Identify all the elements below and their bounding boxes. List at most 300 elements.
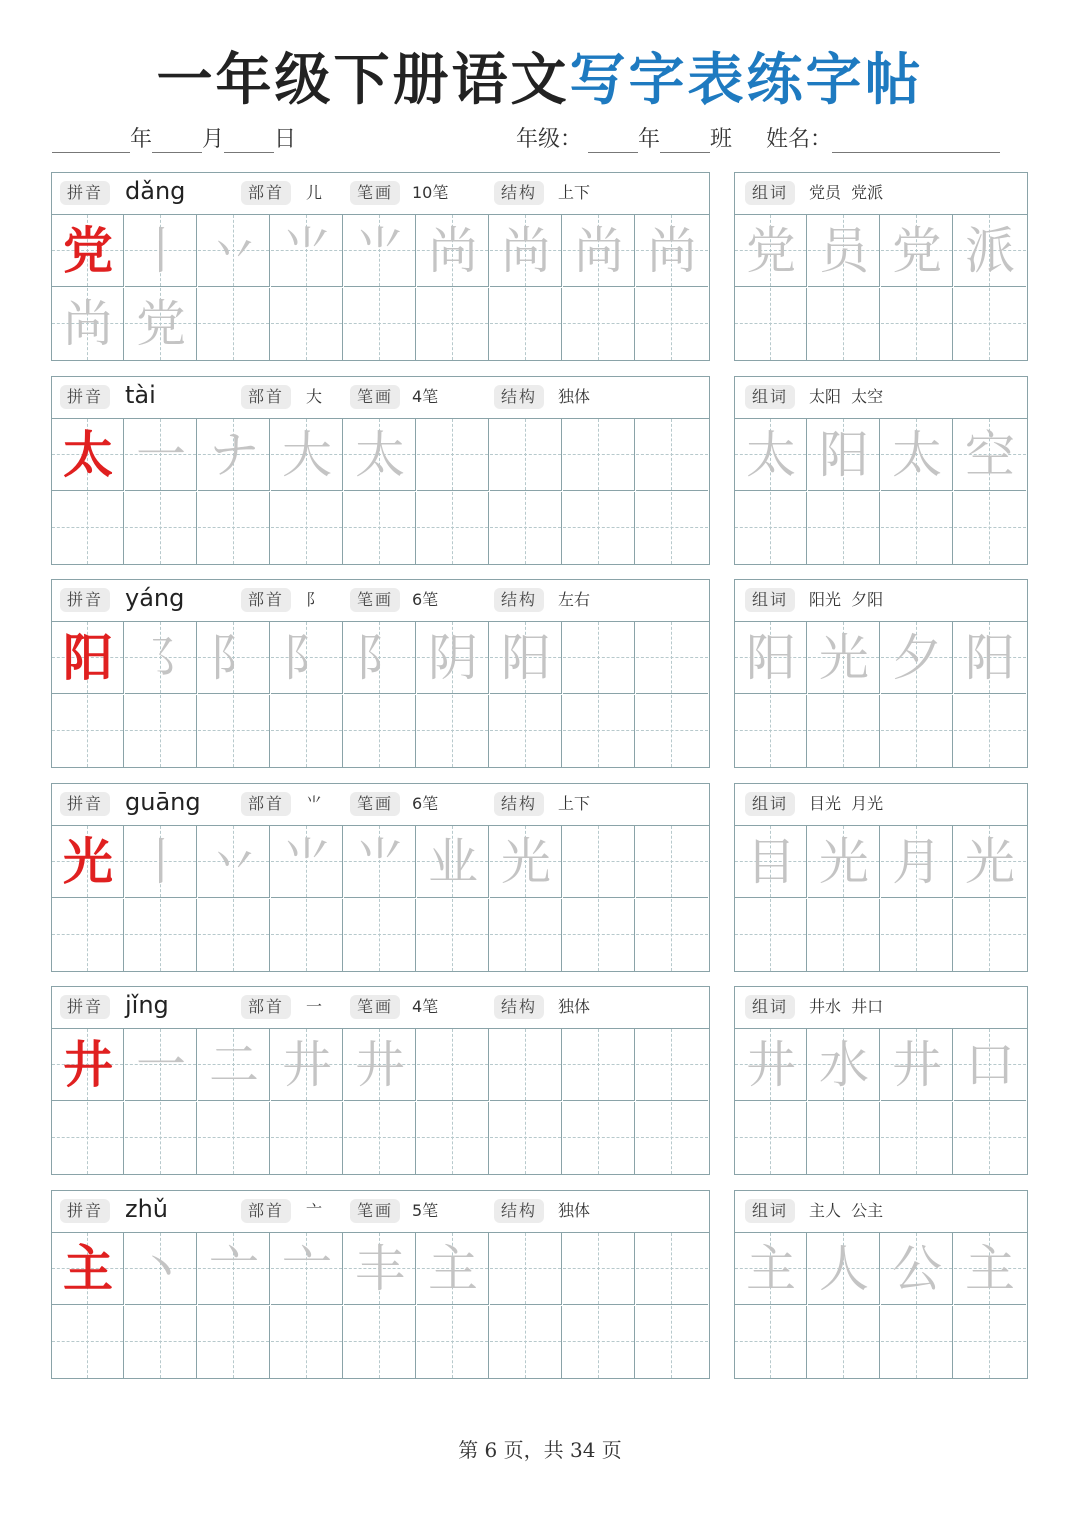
grid-cell[interactable]	[125, 1102, 197, 1174]
page-footer: 第 6 页，共 34 页	[458, 1438, 622, 1462]
radical-value: 亠	[306, 1201, 323, 1220]
stroke-trace-character: 尚	[428, 222, 478, 280]
card-header	[52, 987, 709, 1029]
grid-cell[interactable]	[52, 492, 124, 564]
stroke-trace-character: 阳	[501, 629, 551, 687]
class-label: 班	[710, 127, 733, 152]
grid-cell[interactable]	[563, 419, 635, 491]
word-trace-character: 空	[965, 426, 1015, 484]
class-line	[516, 122, 1000, 153]
grid-cell[interactable]	[271, 899, 343, 971]
grid-cell[interactable]	[198, 492, 270, 564]
word-card-header	[735, 580, 1027, 622]
grid-cell[interactable]	[125, 695, 197, 767]
grid-cell[interactable]	[808, 419, 880, 491]
word-card-header	[735, 1191, 1027, 1233]
page-title	[0, 36, 1080, 116]
grid-cell[interactable]	[808, 1306, 880, 1378]
grid-cell[interactable]	[52, 622, 124, 694]
stroke-trace-character: 尚	[63, 295, 113, 353]
stroke-trace-character: 阝	[209, 629, 259, 687]
grid-cell[interactable]	[954, 1102, 1026, 1174]
stroke-trace-character: ⺌	[282, 833, 332, 891]
grid-cell[interactable]	[271, 695, 343, 767]
grid-cell[interactable]	[271, 1029, 343, 1101]
grid-cell[interactable]	[344, 215, 416, 287]
grid-cell[interactable]	[563, 288, 635, 360]
grid-cell[interactable]	[417, 899, 489, 971]
grid-cell[interactable]	[271, 288, 343, 360]
grid-cell[interactable]	[490, 899, 562, 971]
grid-cell[interactable]	[417, 1102, 489, 1174]
grid-cell[interactable]	[636, 899, 708, 971]
grid-cell[interactable]	[954, 1029, 1026, 1101]
stroke-trace-character: 尚	[647, 222, 697, 280]
stroke-trace-character: 丨	[136, 222, 186, 280]
grid-cell[interactable]	[417, 1029, 489, 1101]
grid-cell[interactable]	[52, 1306, 124, 1378]
stroke-trace-character: ⺌	[355, 222, 405, 280]
day-label: 日	[274, 127, 297, 152]
grade-label: 年级：	[516, 127, 583, 152]
char-card	[51, 172, 710, 361]
title-main: 一年级下册语文	[156, 48, 570, 113]
card-header	[52, 173, 709, 215]
radical-label: 部首	[241, 995, 291, 1019]
char-card	[51, 1190, 710, 1379]
grid-cell[interactable]	[198, 622, 270, 694]
grid-cell[interactable]	[198, 1306, 270, 1378]
grid-cell[interactable]	[490, 826, 562, 898]
radical-label: 部首	[241, 1199, 291, 1223]
grid-cell[interactable]	[417, 1306, 489, 1378]
day-blank[interactable]	[224, 130, 274, 153]
grid-cell[interactable]	[563, 622, 635, 694]
card-header	[52, 784, 709, 826]
grid-cell[interactable]	[636, 622, 708, 694]
model-character: 主	[63, 1239, 113, 1298]
grid-cell[interactable]	[563, 1233, 635, 1305]
grid-cell[interactable]	[808, 215, 880, 287]
grid-cell[interactable]	[563, 826, 635, 898]
month-label: 月	[202, 127, 225, 152]
grid-cell[interactable]	[954, 695, 1026, 767]
structure-label: 结构	[494, 588, 544, 612]
pinyin-label: 拼音	[60, 1199, 110, 1223]
grid-cell[interactable]	[636, 695, 708, 767]
grid-cell[interactable]	[735, 215, 807, 287]
grid-cell[interactable]	[954, 215, 1026, 287]
grid-cell[interactable]	[271, 1102, 343, 1174]
grid-cell[interactable]	[344, 288, 416, 360]
structure-value: 上下	[558, 794, 591, 813]
stroke-trace-character: 丨	[136, 833, 186, 891]
grid-cell[interactable]	[417, 622, 489, 694]
grid-cell[interactable]	[490, 215, 562, 287]
grid-cell[interactable]	[881, 1306, 953, 1378]
pinyin-value: guāng	[125, 788, 201, 816]
grid-cell[interactable]	[881, 419, 953, 491]
grid-cell[interactable]	[563, 492, 635, 564]
word-trace-character: 党	[892, 222, 942, 280]
grid-cell[interactable]	[636, 1306, 708, 1378]
grid-cell[interactable]	[490, 1029, 562, 1101]
word-card	[734, 579, 1028, 768]
word-card-header	[735, 987, 1027, 1029]
grid-cell[interactable]	[344, 1102, 416, 1174]
grid-cell[interactable]	[198, 215, 270, 287]
word-card-header	[735, 377, 1027, 419]
words-value: 太阳 太空	[809, 387, 884, 406]
grid-cell[interactable]	[125, 1306, 197, 1378]
grid-cell[interactable]	[735, 1306, 807, 1378]
word-trace-character: 太	[746, 426, 796, 484]
grid-cell[interactable]	[125, 622, 197, 694]
words-label: 组词	[745, 792, 795, 816]
grid-cell[interactable]	[52, 826, 124, 898]
stroke-trace-character: 丶	[136, 1240, 186, 1298]
model-character: 党	[63, 221, 113, 280]
grid-cell[interactable]	[417, 492, 489, 564]
grid-cell[interactable]	[271, 419, 343, 491]
grid-cell[interactable]	[52, 1102, 124, 1174]
grid-cell[interactable]	[954, 419, 1026, 491]
grid-cell[interactable]	[490, 288, 562, 360]
structure-label: 结构	[494, 995, 544, 1019]
word-trace-character: 主	[965, 1240, 1015, 1298]
grid-cell[interactable]	[636, 826, 708, 898]
word-card	[734, 172, 1028, 361]
grid-cell[interactable]	[881, 826, 953, 898]
grid-cell[interactable]	[954, 492, 1026, 564]
word-card	[734, 986, 1028, 1175]
stroke-trace-character: 主	[428, 1240, 478, 1298]
grid-cell[interactable]	[881, 1233, 953, 1305]
grid-cell[interactable]	[271, 622, 343, 694]
grid-cell[interactable]	[881, 215, 953, 287]
grid-cell[interactable]	[344, 419, 416, 491]
grid-cell[interactable]	[954, 826, 1026, 898]
grid-cell[interactable]	[735, 1102, 807, 1174]
radical-value: ⺌	[306, 794, 323, 813]
structure-label: 结构	[494, 385, 544, 409]
model-character: 光	[63, 832, 113, 891]
pinyin-value: dǎng	[125, 177, 186, 205]
words-label: 组词	[745, 1199, 795, 1223]
radical-value: 儿	[306, 183, 323, 202]
grid-cell[interactable]	[344, 1029, 416, 1101]
radical-label: 部首	[241, 588, 291, 612]
grid-cell[interactable]	[271, 826, 343, 898]
stroke-trace-character: 亠	[282, 1240, 332, 1298]
word-trace-character: 阳	[819, 426, 869, 484]
grid-cell[interactable]	[198, 1102, 270, 1174]
grid-cell[interactable]	[735, 492, 807, 564]
structure-value: 独体	[558, 997, 591, 1016]
strokes-value: 5笔	[412, 1201, 439, 1220]
strokes-value: 6笔	[412, 794, 439, 813]
grid-cell[interactable]	[954, 1233, 1026, 1305]
strokes-label: 笔画	[350, 181, 400, 205]
word-trace-character: 主	[746, 1240, 796, 1298]
grid-cell[interactable]	[808, 288, 880, 360]
structure-value: 独体	[558, 387, 591, 406]
grid-cell[interactable]	[52, 1233, 124, 1305]
name-blank[interactable]	[832, 130, 1000, 153]
title-highlight: 写字表练字帖	[569, 48, 924, 113]
grid-cell[interactable]	[808, 1029, 880, 1101]
grid-cell[interactable]	[417, 215, 489, 287]
grid-cell[interactable]	[490, 492, 562, 564]
words-value: 阳光 夕阳	[809, 590, 884, 609]
grid-cell[interactable]	[344, 1233, 416, 1305]
grid-cell[interactable]	[125, 1029, 197, 1101]
grid-cell[interactable]	[344, 1306, 416, 1378]
stroke-trace-character: 阝	[355, 629, 405, 687]
grid-cell[interactable]	[735, 288, 807, 360]
words-label: 组词	[745, 588, 795, 612]
grid-cell[interactable]	[271, 492, 343, 564]
grid-cell[interactable]	[954, 622, 1026, 694]
grid-cell[interactable]	[735, 622, 807, 694]
words-value: 井水 井口	[809, 997, 884, 1016]
grid-cell[interactable]	[198, 899, 270, 971]
grid-cell[interactable]	[735, 1029, 807, 1101]
char-card	[51, 376, 710, 565]
grid-cell[interactable]	[344, 899, 416, 971]
words-value: 目光 月光	[809, 794, 884, 813]
structure-value: 左右	[558, 590, 591, 609]
word-trace-character: 水	[819, 1036, 869, 1094]
date-line	[52, 122, 296, 153]
grid-cell[interactable]	[125, 419, 197, 491]
grid-cell[interactable]	[52, 1029, 124, 1101]
stroke-trace-character: ナ	[209, 426, 259, 484]
word-trace-character: 人	[819, 1240, 869, 1298]
structure-label: 结构	[494, 1199, 544, 1223]
grid-cell[interactable]	[808, 1233, 880, 1305]
grid-cell[interactable]	[954, 899, 1026, 971]
grid-cell[interactable]	[125, 899, 197, 971]
grid-cell[interactable]	[636, 288, 708, 360]
model-character: 井	[63, 1035, 113, 1094]
year-blank[interactable]	[52, 130, 130, 153]
pinyin-value: zhǔ	[125, 1195, 169, 1223]
word-trace-character: 井	[746, 1036, 796, 1094]
radical-value: 阝	[306, 590, 323, 609]
grid-cell[interactable]	[198, 1233, 270, 1305]
grid-cell[interactable]	[198, 695, 270, 767]
grid-cell[interactable]	[344, 826, 416, 898]
grid-cell[interactable]	[808, 826, 880, 898]
pinyin-value: yáng	[125, 584, 185, 612]
grid-cell[interactable]	[417, 1233, 489, 1305]
grid-cell[interactable]	[808, 695, 880, 767]
grid-cell[interactable]	[490, 622, 562, 694]
grid-cell[interactable]	[881, 622, 953, 694]
stroke-trace-character: 党	[136, 295, 186, 353]
grid-cell[interactable]	[52, 899, 124, 971]
stroke-trace-character: 大	[282, 426, 332, 484]
grid-cell[interactable]	[735, 899, 807, 971]
stroke-trace-character: 丷	[209, 222, 259, 280]
grid-cell[interactable]	[271, 1233, 343, 1305]
grid-cell[interactable]	[563, 695, 635, 767]
month-blank[interactable]	[152, 130, 202, 153]
grid-cell[interactable]	[125, 1233, 197, 1305]
pinyin-value: jǐng	[125, 991, 169, 1019]
card-header	[52, 580, 709, 622]
grid-cell[interactable]	[344, 695, 416, 767]
grid-cell[interactable]	[881, 695, 953, 767]
words-value: 党员 党派	[809, 183, 884, 202]
grid-cell[interactable]	[636, 1029, 708, 1101]
pinyin-label: 拼音	[60, 995, 110, 1019]
grid-cell[interactable]	[954, 1306, 1026, 1378]
word-card	[734, 376, 1028, 565]
stroke-trace-character: ⺌	[355, 833, 405, 891]
radical-label: 部首	[241, 181, 291, 205]
grid-cell[interactable]	[735, 695, 807, 767]
grid-cell[interactable]	[490, 1102, 562, 1174]
grid-cell[interactable]	[490, 1306, 562, 1378]
stroke-trace-character: 一	[136, 426, 186, 484]
word-trace-character: 光	[819, 629, 869, 687]
pinyin-value: tài	[125, 381, 156, 409]
grid-cell[interactable]	[881, 1029, 953, 1101]
word-trace-character: 阳	[746, 629, 796, 687]
model-character: 太	[63, 425, 113, 484]
word-card-header	[735, 784, 1027, 826]
grid-cell[interactable]	[52, 215, 124, 287]
grade-blank[interactable]	[588, 130, 638, 153]
grid-cell[interactable]	[808, 899, 880, 971]
word-trace-character: 夕	[892, 629, 942, 687]
grid-cell[interactable]	[417, 419, 489, 491]
grade-year-label: 年	[638, 127, 661, 152]
word-trace-character: 派	[965, 222, 1015, 280]
grid-cell[interactable]	[490, 1233, 562, 1305]
strokes-value: 10笔	[412, 183, 449, 202]
grid-cell[interactable]	[735, 1233, 807, 1305]
word-trace-character: 光	[819, 833, 869, 891]
grid-cell[interactable]	[198, 826, 270, 898]
strokes-label: 笔画	[350, 1199, 400, 1223]
grid-cell[interactable]	[881, 492, 953, 564]
stroke-trace-character: 丷	[209, 833, 259, 891]
grid-cell[interactable]	[881, 288, 953, 360]
word-trace-character: 口	[965, 1036, 1015, 1094]
strokes-label: 笔画	[350, 792, 400, 816]
strokes-value: 4笔	[412, 387, 439, 406]
grid-cell[interactable]	[52, 288, 124, 360]
word-trace-character: 井	[892, 1036, 942, 1094]
grid-cell[interactable]	[490, 695, 562, 767]
stroke-trace-character: 阝	[282, 629, 332, 687]
grid-cell[interactable]	[563, 215, 635, 287]
stroke-trace-character: ㇌	[136, 629, 186, 687]
strokes-label: 笔画	[350, 588, 400, 612]
char-card	[51, 579, 710, 768]
grid-cell[interactable]	[636, 215, 708, 287]
grid-cell[interactable]	[125, 288, 197, 360]
card-header	[52, 377, 709, 419]
grid-cell[interactable]	[563, 899, 635, 971]
grid-cell[interactable]	[344, 492, 416, 564]
grid-cell[interactable]	[808, 1102, 880, 1174]
word-trace-character: 月	[892, 833, 942, 891]
radical-value: 大	[306, 387, 323, 406]
grid-cell[interactable]	[198, 419, 270, 491]
grid-cell[interactable]	[125, 826, 197, 898]
grid-cell[interactable]	[881, 1102, 953, 1174]
grid-cell[interactable]	[808, 622, 880, 694]
stroke-trace-character: 一	[136, 1036, 186, 1094]
grid-cell[interactable]	[563, 1102, 635, 1174]
strokes-value: 6笔	[412, 590, 439, 609]
grid-cell[interactable]	[881, 899, 953, 971]
grid-cell[interactable]	[198, 288, 270, 360]
word-trace-character: 光	[965, 833, 1015, 891]
grid-cell[interactable]	[52, 695, 124, 767]
grid-cell[interactable]	[808, 492, 880, 564]
stroke-trace-character: 业	[428, 833, 478, 891]
pinyin-label: 拼音	[60, 792, 110, 816]
grid-cell[interactable]	[563, 1306, 635, 1378]
grid-cell[interactable]	[636, 1102, 708, 1174]
pinyin-label: 拼音	[60, 385, 110, 409]
grid-cell[interactable]	[417, 288, 489, 360]
radical-label: 部首	[241, 385, 291, 409]
grid-cell[interactable]	[125, 215, 197, 287]
char-card	[51, 986, 710, 1175]
stroke-trace-character: 光	[501, 833, 551, 891]
grid-cell[interactable]	[271, 1306, 343, 1378]
class-blank[interactable]	[660, 130, 710, 153]
grid-cell[interactable]	[198, 1029, 270, 1101]
pinyin-label: 拼音	[60, 181, 110, 205]
structure-label: 结构	[494, 792, 544, 816]
word-trace-character: 阳	[965, 629, 1015, 687]
word-card	[734, 783, 1028, 972]
grid-cell[interactable]	[344, 622, 416, 694]
word-trace-character: 目	[746, 833, 796, 891]
grid-cell[interactable]	[954, 288, 1026, 360]
grid-cell[interactable]	[271, 215, 343, 287]
grid-cell[interactable]	[417, 695, 489, 767]
grid-cell[interactable]	[417, 826, 489, 898]
stroke-trace-character: 太	[355, 426, 405, 484]
grid-cell[interactable]	[636, 492, 708, 564]
grid-cell[interactable]	[52, 419, 124, 491]
word-card	[734, 1190, 1028, 1379]
stroke-trace-character: 阴	[428, 629, 478, 687]
grid-cell[interactable]	[125, 492, 197, 564]
grid-cell[interactable]	[563, 1029, 635, 1101]
grid-cell[interactable]	[735, 419, 807, 491]
word-trace-character: 员	[819, 222, 869, 280]
grid-cell[interactable]	[636, 1233, 708, 1305]
word-card-header	[735, 173, 1027, 215]
char-card	[51, 783, 710, 972]
grid-cell[interactable]	[735, 826, 807, 898]
pinyin-label: 拼音	[60, 588, 110, 612]
grid-cell[interactable]	[636, 419, 708, 491]
grid-cell[interactable]	[490, 419, 562, 491]
card-header	[52, 1191, 709, 1233]
stroke-trace-character: 亠	[209, 1240, 259, 1298]
stroke-trace-character: 二	[209, 1036, 259, 1094]
